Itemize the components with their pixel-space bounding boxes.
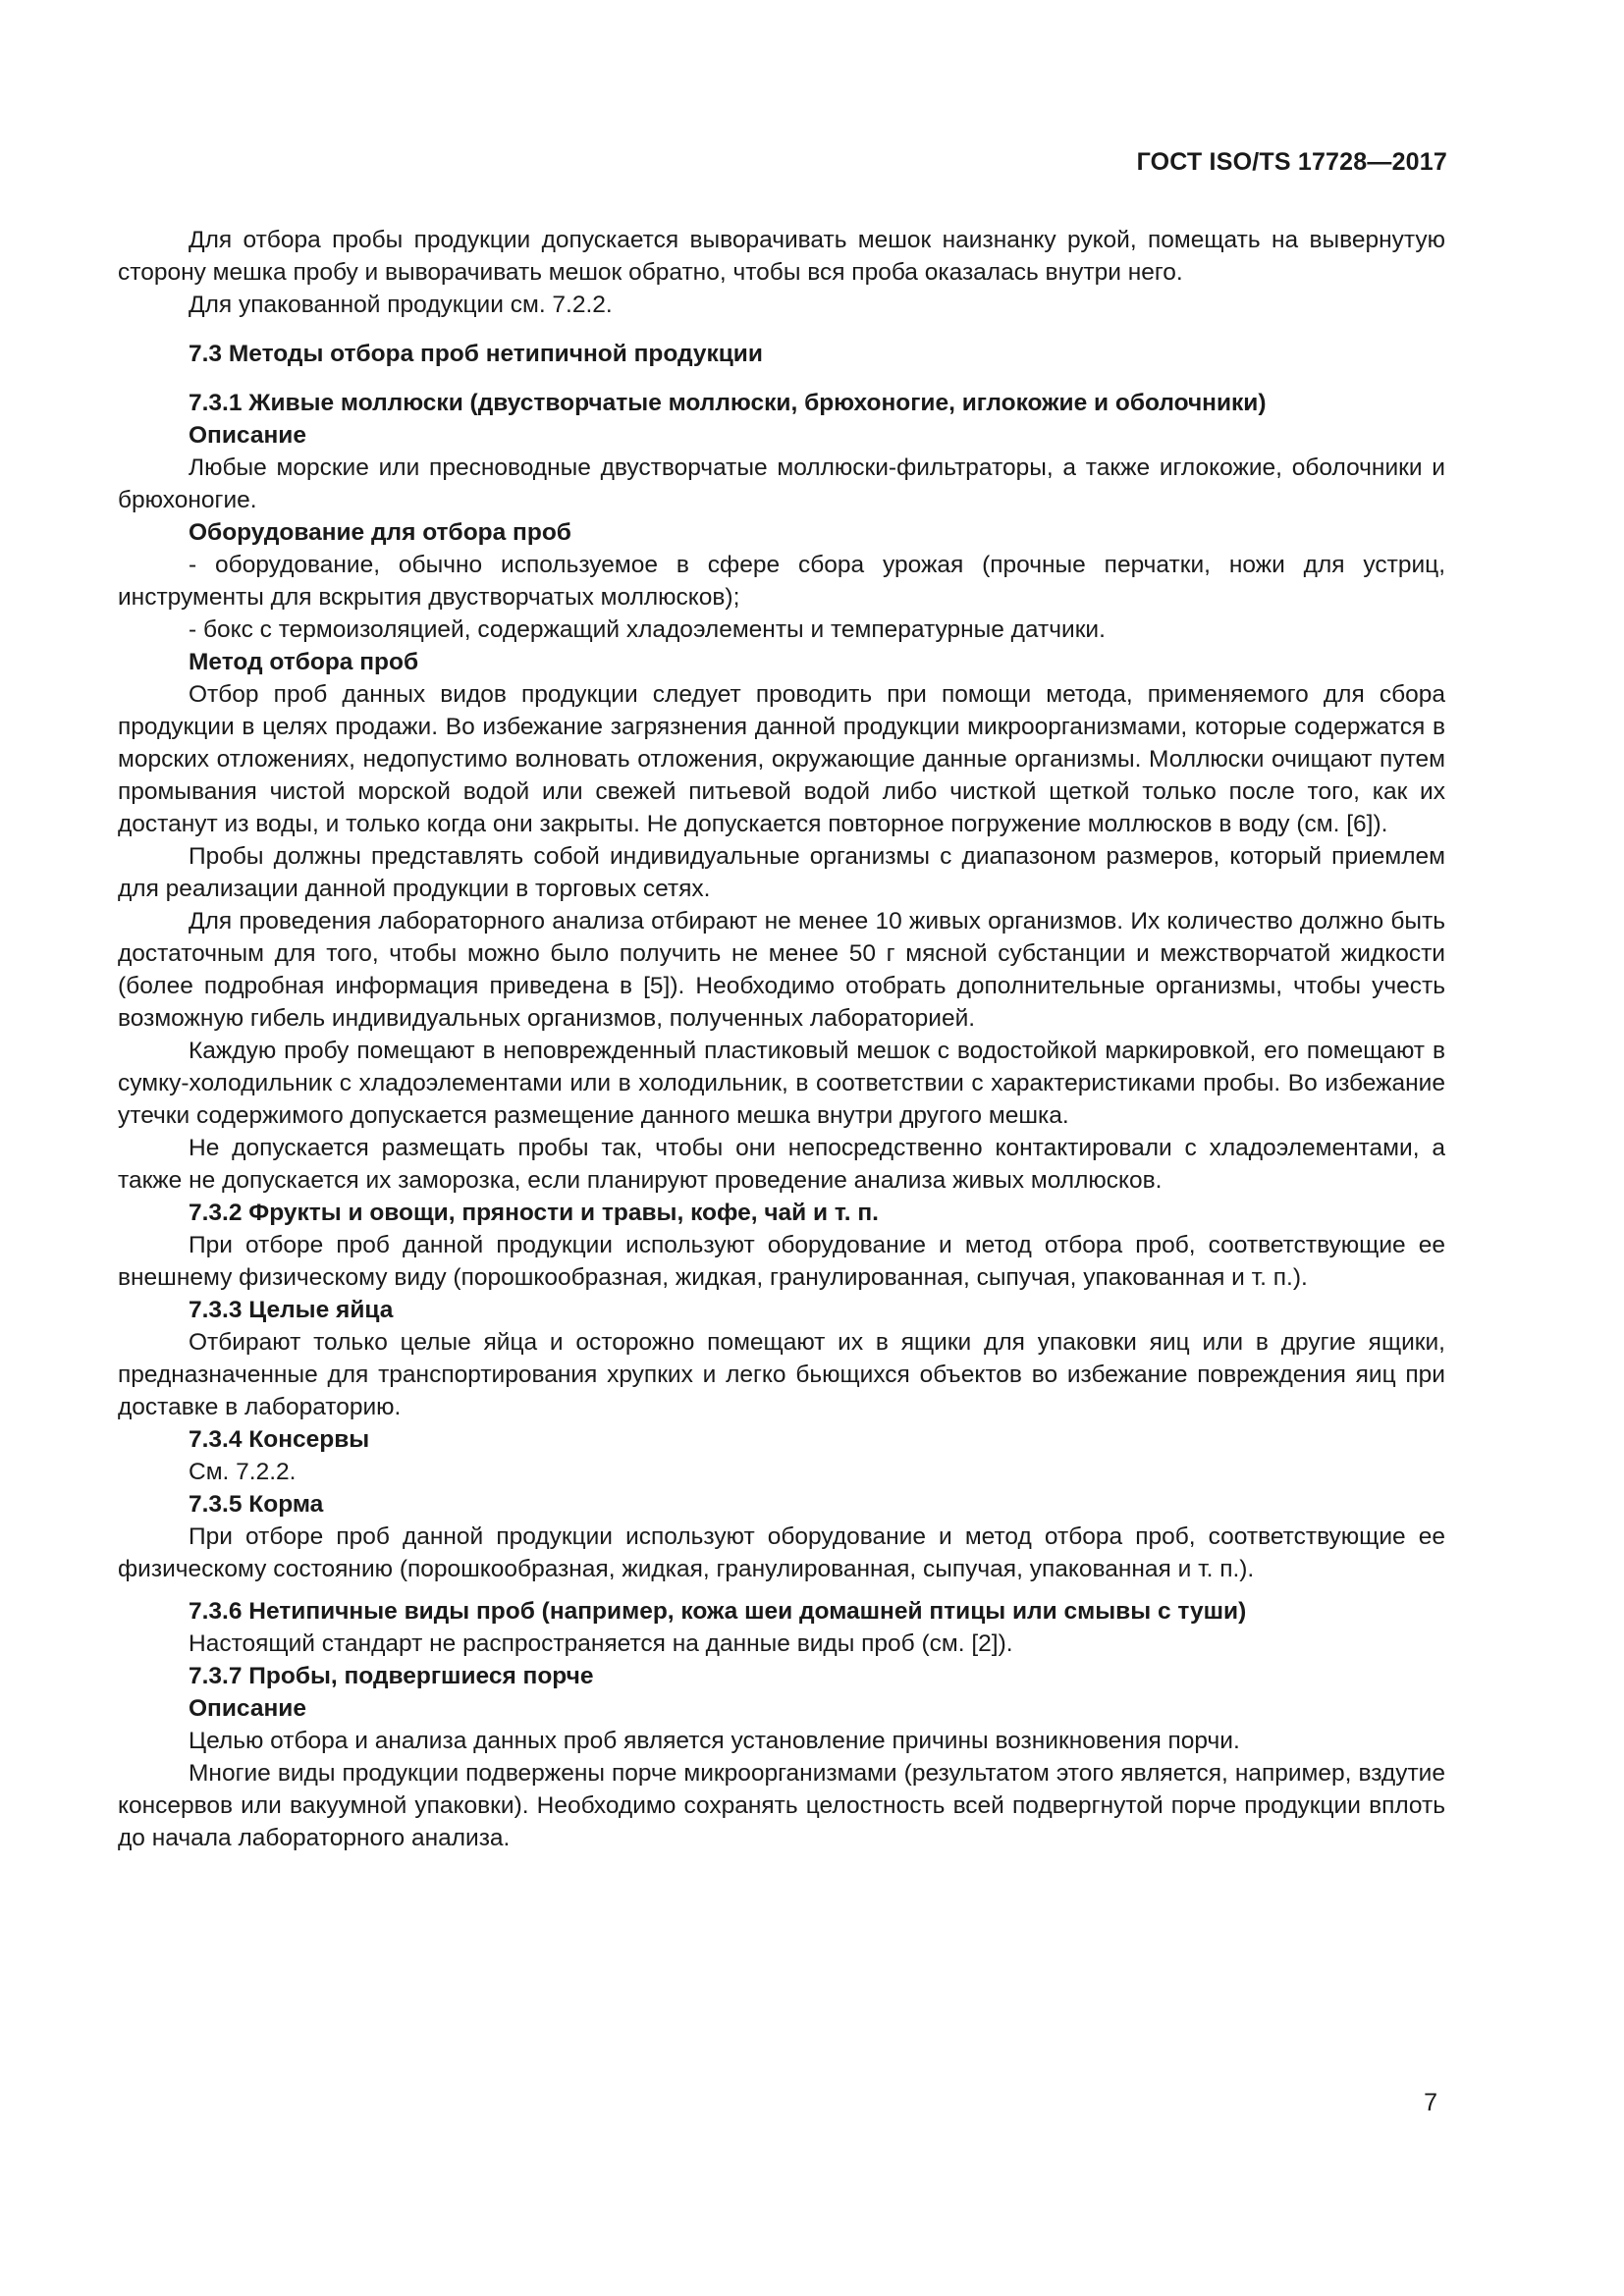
document-body [118, 224, 1445, 1854]
subheading-method: Метод отбора проб [189, 649, 419, 675]
body-paragraph: Для проведения лабораторного анализа отбирают не менее 10 живых организмов. Их количество должно быть достаточным для того, чтобы можно было получить не менее 50 г мясной субстанции и межстворчатой жидкости (более подробная информация приведена в [5]). Необходимо отобрать дополнительные организмы, чтобы учесть возможную гибель индивидуальных организмов, полученных лабораторией. [118, 908, 1445, 1032]
body-paragraph: Для отбора пробы продукции допускается выворачивать мешок наизнанку рукой, помещать на вывернутую сторону мешка пробу и выворачивать мешок обратно, чтобы вся проба оказалась внутри него. [118, 227, 1445, 286]
list-item: - бокс с термоизоляцией, содержащий хладоэлементы и температурные датчики. [189, 616, 1106, 643]
body-paragraph: Многие виды продукции подвержены порче микроорганизмами (результатом этого является, например, вздутие консервов или вакуумной упаковки). Необходимо сохранять целостность всей подвергнутой порче продукции вплоть до начала лабораторного анализа. [118, 1760, 1445, 1851]
subsection-heading-7-3-6: 7.3.6 Нетипичные виды проб (например, кожа шеи домашней птицы или смывы с туши) [189, 1598, 1247, 1625]
list-item: - оборудование, обычно используемое в сфере сбора урожая (прочные перчатки, ножи для устриц, инструменты для вскрытия двустворчатых моллюсков); [118, 552, 1445, 611]
subheading-equipment: Оборудование для отбора проб [189, 519, 571, 546]
subsection-heading-7-3-1: 7.3.1 Живые моллюски (двустворчатые моллюски, брюхоногие, иглокожие и оболочники) [189, 390, 1267, 416]
subsection-heading-7-3-4: 7.3.4 Консервы [189, 1426, 370, 1453]
subsection-heading-7-3-7: 7.3.7 Пробы, подвергшиеся порче [189, 1663, 594, 1689]
body-paragraph: Настоящий стандарт не распространяется на данные виды проб (см. [2]). [189, 1630, 1013, 1657]
body-paragraph: Пробы должны представлять собой индивидуальные организмы с диапазоном размеров, который приемлем для реализации данной продукции в торговых сетях. [118, 843, 1445, 902]
subsection-heading-7-3-3: 7.3.3 Целые яйца [189, 1297, 394, 1323]
subsection-heading-7-3-2: 7.3.2 Фрукты и овощи, пряности и травы, кофе, чай и т. п. [189, 1200, 879, 1226]
standard-code-header: ГОСТ ISO/TS 17728—2017 [1136, 148, 1447, 176]
body-paragraph: Не допускается размещать пробы так, чтобы они непосредственно контактировали с хладоэлементами, а также не допускается их заморозка, если планируют проведение анализа живых моллюсков. [118, 1135, 1445, 1194]
body-paragraph: Отбор проб данных видов продукции следует проводить при помощи метода, применяемого для сбора продукции в целях продажи. Во избежание загрязнения данной продукции микроорганизмами, которые содержатся в морских отложениях, недопустимо волновать отложения, окружающие данные организмы. Моллюски очищают путем промывания чистой морской водой или свежей питьевой водой либо чисткой щеткой только после того, как их достанут из воды, и только когда они закрыты. Не допускается повторное погружение моллюсков в воду (см. [6]). [118, 681, 1445, 837]
section-heading-7-3: 7.3 Методы отбора проб нетипичной продукции [189, 341, 763, 367]
body-paragraph: Любые морские или пресноводные двустворчатые моллюски-фильтраторы, а также иглокожие, оболочники и брюхоногие. [118, 454, 1445, 513]
body-paragraph: Целью отбора и анализа данных проб является установление причины возникновения порчи. [189, 1728, 1240, 1754]
body-paragraph: Каждую пробу помещают в неповрежденный пластиковый мешок с водостойкой маркировкой, его помещают в сумку-холодильник с хладоэлементами или в холодильник, в соответствии с характеристиками пробы. Во избежание утечки содержимого допускается размещение данного мешка внутри другого мешка. [118, 1038, 1445, 1129]
body-paragraph: См. 7.2.2. [189, 1459, 297, 1485]
page-number: 7 [1424, 2089, 1437, 2116]
body-paragraph: Для упакованной продукции см. 7.2.2. [189, 292, 613, 318]
body-paragraph: При отборе проб данной продукции используют оборудование и метод отбора проб, соответствующие ее внешнему физическому виду (порошкообразная, жидкая, гранулированная, сыпучая, упакованная и т. п.). [118, 1232, 1445, 1291]
subsection-heading-7-3-5: 7.3.5 Корма [189, 1491, 324, 1518]
subheading-description: Описание [189, 1695, 306, 1722]
body-paragraph: Отбирают только целые яйца и осторожно помещают их в ящики для упаковки яиц или в другие ящики, предназначенные для транспортирования хрупких и легко бьющихся объектов во избежание повреждения яиц при доставке в лабораторию. [118, 1329, 1445, 1420]
body-paragraph: При отборе проб данной продукции используют оборудование и метод отбора проб, соответствующие ее физическому состоянию (порошкообразная, жидкая, гранулированная, сыпучая, упакованная и т. п.). [118, 1523, 1445, 1582]
subheading-description: Описание [189, 422, 306, 449]
